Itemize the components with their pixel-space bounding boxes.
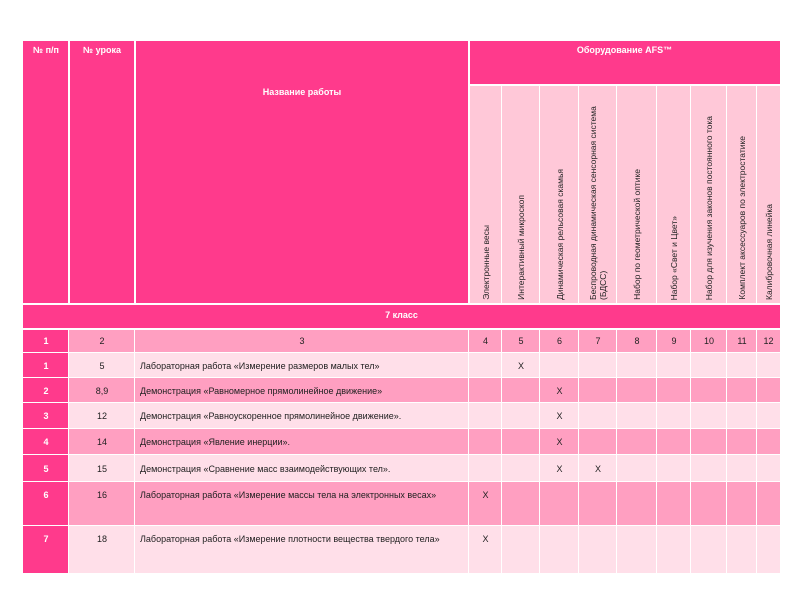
column-number: 5 [502,329,540,353]
equipment-column-label: Комплект аксессуаров по электростатике [737,136,747,300]
row-mark [691,526,727,574]
row-mark [657,482,691,526]
row-mark [757,526,780,574]
row-mark [727,403,757,429]
column-number: 4 [469,329,502,353]
grid-line [501,85,502,304]
row-number: 1 [23,353,69,378]
grid-line [23,525,780,526]
row-mark [617,353,657,378]
row-lesson: 14 [69,429,135,455]
row-lesson: 12 [69,403,135,429]
row-name: Лабораторная работа «Измерение размеров малых тел» [135,353,469,378]
grid-line [616,329,617,574]
equipment-column-header [657,85,691,304]
row-mark [657,378,691,403]
equipment-column-header [617,85,657,304]
grid-line [726,85,727,304]
row-mark [757,482,780,526]
row-mark [727,455,757,482]
row-mark [579,526,617,574]
row-mark [727,378,757,403]
equipment-column-label: Набор для изучения законов постоянного тока [704,115,714,300]
row-mark [540,482,579,526]
row-mark [502,403,540,429]
grid-line [23,481,780,482]
row-mark: X [540,455,579,482]
row-mark [657,455,691,482]
row-mark [502,482,540,526]
row-mark [617,526,657,574]
row-mark [657,403,691,429]
equipment-column-header [757,85,780,304]
row-mark [617,482,657,526]
row-mark [579,429,617,455]
row-mark [540,353,579,378]
row-mark: X [540,403,579,429]
grid-line [134,329,135,574]
grid-line [539,85,540,304]
equipment-column-header [727,85,757,304]
header-equipment: Оборудование AFS™ [469,41,780,85]
equipment-column-header [540,85,579,304]
row-mark [469,429,502,455]
row-mark [757,429,780,455]
grid-line [23,402,780,403]
grid-line [501,329,502,574]
equipment-column-label: Электронные весы [480,225,491,300]
equipment-table [23,41,780,587]
row-mark [617,429,657,455]
grid-line [468,329,469,574]
row-mark [502,378,540,403]
grid-line [23,573,780,574]
row-name: Демонстрация «Равномерное прямолинейное движение» [135,378,469,403]
row-mark [757,455,780,482]
grid-line [578,85,579,304]
equipment-column-header [469,85,502,304]
column-number: 12 [757,329,780,353]
row-mark [657,353,691,378]
row-mark [757,403,780,429]
equipment-column-label: Интерактивный микроскоп [516,195,526,300]
row-mark [691,482,727,526]
row-name: Демонстрация «Сравнение масс взаимодействующих тел». [135,455,469,482]
grid-line [656,329,657,574]
grid-line [23,352,780,353]
row-mark [691,455,727,482]
column-number: 1 [23,329,69,353]
column-number: 2 [69,329,135,353]
row-mark [727,482,757,526]
header-lesson: № урока [69,41,135,304]
grid-line [68,41,70,304]
row-mark [502,455,540,482]
row-mark [727,353,757,378]
row-lesson: 15 [69,455,135,482]
row-name: Лабораторная работа «Измерение массы тела на электронных весах» [135,482,469,526]
grid-line [468,41,470,304]
grid-line [756,85,757,304]
header-num: № п/п [23,41,69,304]
grid-line [23,303,780,305]
grid-line [469,84,780,86]
row-name: Демонстрация «Явление инерции». [135,429,469,455]
row-lesson: 5 [69,353,135,378]
row-mark [502,526,540,574]
row-mark [469,455,502,482]
grid-line [23,328,780,330]
row-mark [617,378,657,403]
section-title: 7 класс [23,304,780,329]
equipment-column-label: Беспроводная динамическая сенсорная система (БДСС) [588,106,608,300]
column-number: 8 [617,329,657,353]
row-mark [469,378,502,403]
row-number: 7 [23,526,69,574]
row-mark [691,353,727,378]
equipment-column-header [502,85,540,304]
row-mark [691,378,727,403]
equipment-column-header [579,85,617,304]
row-mark [579,482,617,526]
row-mark: X [540,378,579,403]
row-lesson: 16 [69,482,135,526]
row-mark [579,353,617,378]
row-number: 2 [23,378,69,403]
row-mark [727,429,757,455]
row-name: Лабораторная работа «Измерение плотности вещества твердого тела» [135,526,469,574]
row-mark [657,429,691,455]
grid-line [756,329,757,574]
row-mark [579,403,617,429]
row-mark [469,353,502,378]
column-number: 9 [657,329,691,353]
grid-line [539,329,540,574]
row-mark [617,455,657,482]
grid-line [134,41,136,304]
equipment-column-label: Динамическая рельсовая скамья [554,168,565,300]
row-mark [579,378,617,403]
grid-line [616,85,617,304]
row-mark: X [469,482,502,526]
row-mark: X [502,353,540,378]
row-mark [617,403,657,429]
row-mark [691,429,727,455]
column-number: 11 [727,329,757,353]
column-number: 7 [579,329,617,353]
grid-line [23,428,780,429]
row-mark [657,526,691,574]
row-mark [757,353,780,378]
grid-line [656,85,657,304]
grid-line [726,329,727,574]
row-mark [691,403,727,429]
grid-line [23,454,780,455]
row-mark: X [540,429,579,455]
grid-line [690,85,691,304]
row-name: Демонстрация «Равноускоренное прямолинейное движение». [135,403,469,429]
row-mark [502,429,540,455]
row-mark [757,378,780,403]
equipment-column-label: Набор «Свет и Цвет» [669,215,679,300]
row-mark [469,403,502,429]
header-title: Название работы [135,41,469,304]
row-mark: X [579,455,617,482]
row-number: 3 [23,403,69,429]
column-number: 6 [540,329,579,353]
row-mark: X [469,526,502,574]
grid-line [68,329,69,574]
row-lesson: 8,9 [69,378,135,403]
equipment-column-label: Набор по геометрической оптике [632,169,642,300]
grid-line [23,377,780,378]
row-number: 6 [23,482,69,526]
grid-line [690,329,691,574]
row-lesson: 18 [69,526,135,574]
grid-line [578,329,579,574]
column-number: 3 [135,329,469,353]
equipment-column-label: Калибровочная линейка [763,204,774,300]
row-number: 4 [23,429,69,455]
equipment-column-header [691,85,727,304]
row-mark [727,526,757,574]
row-mark [540,526,579,574]
column-number: 10 [691,329,727,353]
row-number: 5 [23,455,69,482]
